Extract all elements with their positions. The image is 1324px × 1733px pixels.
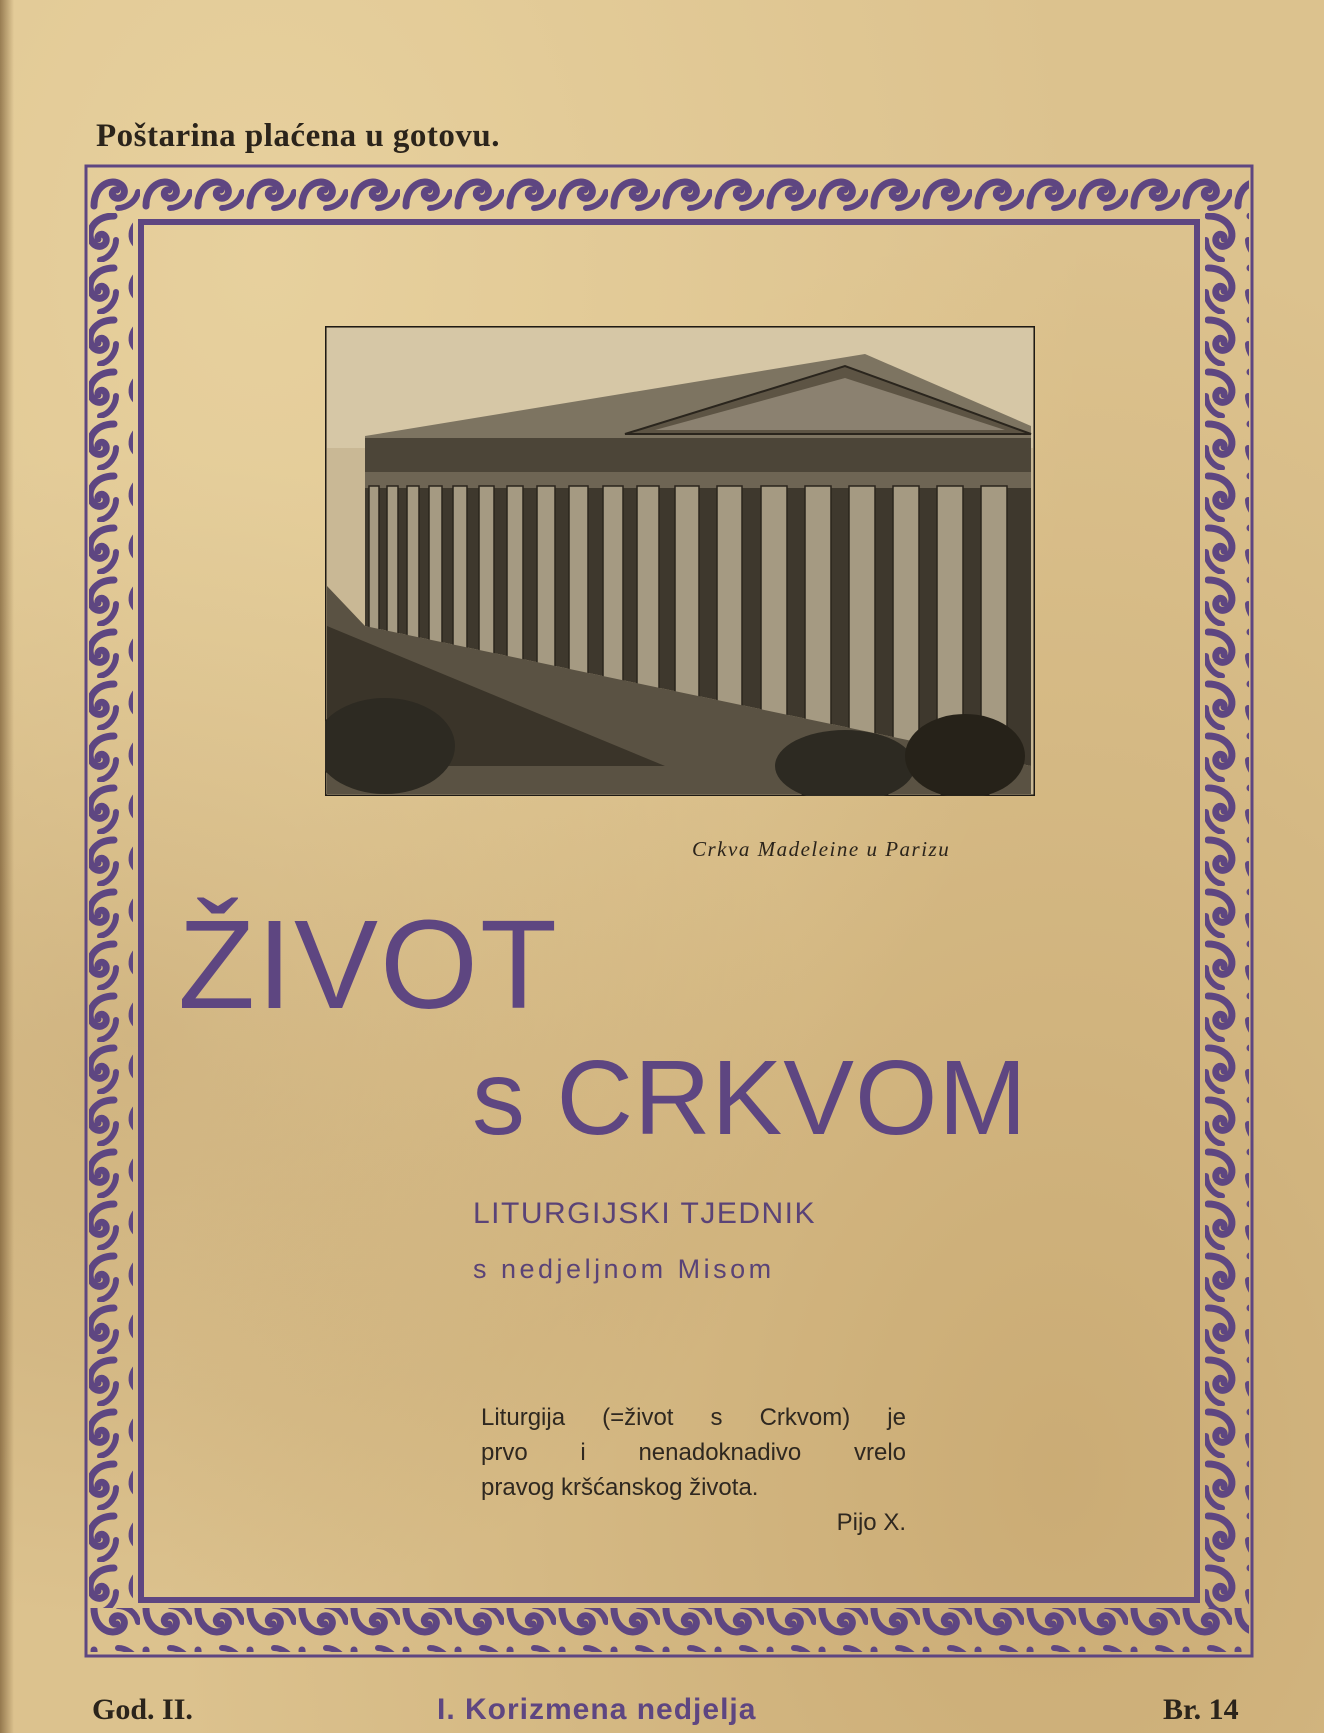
year-label: God. II.	[92, 1693, 193, 1726]
title-line-2: s CRKVOM	[472, 1039, 1028, 1157]
subtitle-line-2: s nedjeljnom Misom	[473, 1254, 775, 1284]
issue-number: Br. 14	[1163, 1693, 1239, 1726]
quote-line: pravog kršćanskog života.	[481, 1474, 759, 1501]
illustration-caption: Crkva Madeleine u Parizu	[692, 837, 951, 861]
quote-line: prvo i nenadoknadivo vrelo	[481, 1439, 906, 1466]
subtitle-line-1: LITURGIJSKI TJEDNIK	[473, 1197, 817, 1230]
sunday-label: I. Korizmena nedjelja	[437, 1693, 757, 1726]
title-line-1: ŽIVOT	[178, 894, 559, 1035]
church-illustration	[325, 326, 1035, 796]
quote-author: Pijo X.	[836, 1509, 906, 1536]
postage-note: Poštarina plaćena u gotovu.	[96, 118, 501, 154]
quote-line: Liturgija (=život s Crkvom) je	[481, 1404, 906, 1431]
quote-block	[481, 1400, 906, 1540]
